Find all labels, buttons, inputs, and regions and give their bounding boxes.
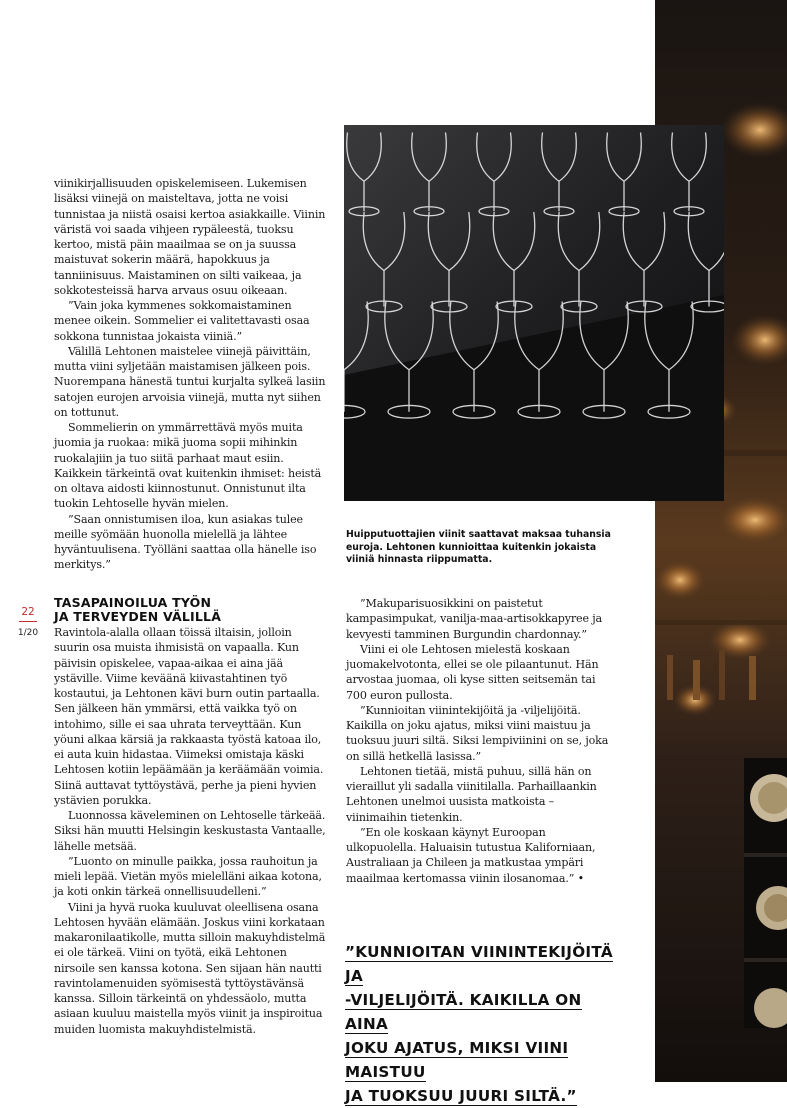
wine-glasses-photo bbox=[344, 125, 724, 501]
paragraph: ”En ole koskaan käynyt Euroopan ulkopuolella. Haluaisin tutustua Kaliforniaan, Australiaan ja Chileen ja matkustaa ympäri maailmaa kertomassa viinin ilosanomaa.” • bbox=[346, 825, 596, 885]
paragraph: ”Saan onnistumisen iloa, kun asiakas tulee meille syömään huonolla mielellä ja lähtee hyväntuulisena. Työlläni saattaa olla hänelle iso merkitys.” bbox=[54, 512, 317, 572]
paragraph: Lehtonen tietää, mistä puhuu, sillä hän on vieraillut yli sadalla viinitilalla. Parhaillaankin Lehtonen unelmoi uusista matkoista – viinimaihin tietenkin. bbox=[346, 764, 597, 824]
paragraph: viinikirjallisuuden opiskelemiseen. Lukemisen lisäksi viinejä on maisteltava, jotta ne voisi tunnistaa ja niistä osaisi kertoa asiakkaille. Viinin väristä voi saada vihjeen rypäleestä, tuoksu kertoo, mistä päin maailmaa se on ja suussa maistuvat sokerin määrä, hapokkuus ja tanniinisuus. Maistaminen on silti vaikeaa, ja sokkotesteissä harva arvaus osuu oikeaan. bbox=[54, 177, 326, 297]
pull-quote-line: ”KUNNIOITAN VIININTEKIJÖITÄ JA bbox=[345, 943, 613, 985]
paragraph: Välillä Lehtonen maistelee viinejä päivittäin, mutta viini syljetään maistamisen jälkeen pois. Nuorempana hänestä tuntui kurjalta sylkeä lasiin satojen eurojen arvoisia viinejä, mutta nyt siihen on tottunut. bbox=[54, 344, 326, 419]
page-number-value: 22 bbox=[21, 606, 35, 618]
article-column-right bbox=[346, 596, 616, 886]
pull-quote-line: -VILJELIJÖITÄ. KAIKILLA ON AINA bbox=[345, 991, 582, 1033]
page-count: 1/20 bbox=[17, 628, 39, 638]
pull-quote bbox=[345, 940, 630, 1108]
page-number bbox=[14, 606, 42, 639]
article-column-left-top bbox=[54, 176, 327, 573]
paragraph: ”Kunnioitan viinintekijöitä ja -viljelijöitä. Kaikilla on joku ajatus, miksi viini maistuu ja tuoksuu juuri siltä. Siksi lempiviinini on se, joka on sillä hetkellä lasissa.” bbox=[346, 703, 609, 763]
paragraph: ”Makuparisuosikkini on paistetut kampasimpukat, vanilja-maa-artisokkapyree ja kevyesti tamminen Burgundin chardonnay.” bbox=[346, 597, 602, 641]
paragraph: Luonnossa käveleminen on Lehtoselle tärkeää. Siksi hän muutti Helsingin keskustasta Vantaalle, lähelle metsää. bbox=[54, 809, 326, 853]
page-number-rule bbox=[19, 621, 37, 622]
pull-quote-line: JA TUOKSUU JUURI SILTÄ.” bbox=[345, 1087, 577, 1105]
article-column-left-bottom bbox=[54, 625, 327, 1037]
paragraph: ”Vain joka kymmenes sokkomaistaminen menee oikein. Sommelier ei valitettavasti osaa sokkona tunnistaa jokaista viiniä.” bbox=[54, 299, 310, 343]
paragraph: Ravintola-alalla ollaan töissä iltaisin, jolloin suurin osa muista ihmisistä on vapaalla. Kun päivisin opiskelee, vapaa-aikaa ei aina jää ystäville. Viime keväänä kiivastahtinen työ kostautui, ja Lehtonen kävi burn outin partaalla. Sen jälkeen hän ymmärsi, että vaikka työ on intohimo, sille ei saa uhrata terveyttään. Kun yöuni alkaa kärsiä ja rakkaasta työstä katoaa ilo, ei auta kuin hidastaa. Viimeksi omistaja käski Lehtosen kotiin lepäämään ja keräämään voimia. Siinä auttavat tyttöystävä, perhe ja pieni hyvien ystävien porukka. bbox=[54, 626, 324, 807]
paragraph: Sommelierin on ymmärrettävä myös muita juomia ja ruokaa: mikä juoma sopii mihinkin ruokalajiin ja tuo siitä parhaat maut esiin. Kaikkein tärkeintä ovat kuitenkin ihmiset: heistä on oltava aidosti kiinnostunut. Onnistunut ilta tuokin Lehtoselle hyvän mielen. bbox=[54, 421, 322, 511]
paragraph: ”Luonto on minulle paikka, jossa rauhoitun ja mieli lepää. Vietän myös mielelläni aikaa kotona, ja koti onkin tärkeä onnellisuudelleni.” bbox=[54, 854, 322, 899]
wine-bottles-photo bbox=[744, 758, 787, 1028]
section-heading bbox=[54, 596, 324, 623]
photo-caption: Huipputuottajien viinit saattavat maksaa tuhansia euroja. Lehtonen kunnioittaa kuitenkin jokaista viiniä hinnasta riippumatta. bbox=[346, 529, 611, 565]
paragraph: Viini ja hyvä ruoka kuuluvat oleellisena osana Lehtosen hyvään elämään. Joskus viini korkataan makaronilaatikolle, mutta silloin makuyhdistelmä ei ole tärkeä. Viini on työtä, eikä Lehtonen nirsoile sen kanssa kotona. Sen sijaan hän nautti ravintolamenuiden syömisestä tyttöystävänsä kanssa. Silloin tärkeintä on yhdessäolo, mutta asiaan kuuluu maistella myös viinit ja inspiroitua muiden luomista makuyhdistelmistä. bbox=[54, 900, 326, 1036]
section-heading-line: JA TERVEYDEN VÄLILLÄ bbox=[54, 608, 222, 624]
section-heading-line: TASAPAINOILUA TYÖN bbox=[54, 595, 212, 610]
pull-quote-line: JOKU AJATUS, MIKSI VIINI MAISTUU bbox=[345, 1039, 569, 1081]
paragraph: Viini ei ole Lehtosen mielestä koskaan juomakelvotonta, ellei se ole pilaantunut. Hän arvostaa juomaa, oli kyse sitten seitsemän tai 700 euron pullosta. bbox=[346, 642, 599, 702]
